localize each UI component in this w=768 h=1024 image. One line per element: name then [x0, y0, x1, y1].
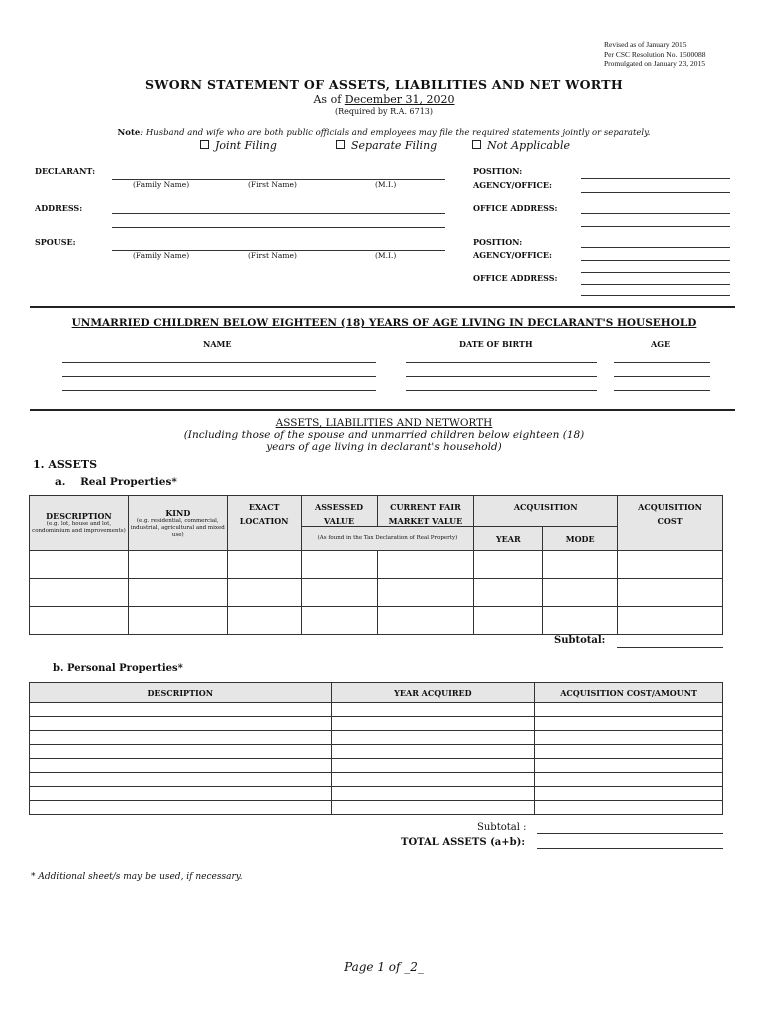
table-row [30, 759, 723, 773]
child-dob-field[interactable] [406, 362, 597, 363]
table-row [30, 773, 723, 787]
position-field[interactable] [581, 178, 730, 179]
joint-filing-option[interactable]: Joint Filing [200, 139, 277, 152]
real-properties-label: a. Real Properties* [55, 476, 177, 488]
as-of-date: December 31, 2020 [344, 93, 455, 106]
child-name-field[interactable] [62, 390, 376, 391]
year-header: YEAR [474, 527, 543, 551]
spouse-agency-label: AGENCY/OFFICE: [473, 250, 552, 260]
note-text: : Husband and wife who are both public officials and employees may file the required statements jointly or separately. [140, 128, 651, 138]
spouse-office-address-field-2[interactable] [581, 284, 730, 285]
table-row [30, 607, 723, 635]
alnw-heading: ASSETS, LIABILITIES AND NETWORTH [275, 417, 493, 429]
age-column-label: AGE [651, 339, 671, 349]
form-title: SWORN STATEMENT OF ASSETS, LIABILITIES AND NET WORTH [145, 77, 623, 92]
family-name-caption: (Family Name) [133, 180, 190, 189]
child-age-field[interactable] [614, 376, 710, 377]
family-name-caption: (Family Name) [133, 251, 190, 260]
agency-label: AGENCY/OFFICE: [473, 180, 552, 190]
spouse-office-address-field-3[interactable] [581, 295, 730, 296]
child-age-field[interactable] [614, 390, 710, 391]
section-divider [30, 409, 735, 411]
spouse-office-address-field[interactable] [581, 272, 730, 273]
position-label: POSITION: [473, 166, 523, 176]
first-name-caption: (First Name) [248, 251, 297, 260]
year-acquired-header: YEAR ACQUIRED [331, 683, 535, 703]
child-name-field[interactable] [62, 376, 376, 377]
first-name-caption: (First Name) [248, 180, 297, 189]
separate-filing-option[interactable]: Separate Filing [336, 139, 437, 152]
dob-column-label: DATE OF BIRTH [459, 339, 533, 349]
not-applicable-option[interactable]: Not Applicable [472, 139, 570, 152]
name-column-label: NAME [203, 339, 232, 349]
assessed-value-header: ASSESSED VALUE [301, 496, 377, 527]
note [0, 128, 768, 138]
office-address-label: OFFICE ADDRESS: [473, 203, 558, 213]
checkbox-icon[interactable] [336, 140, 345, 149]
revision-line: Revised as of January 2015 [604, 40, 687, 49]
checkbox-icon[interactable] [200, 140, 209, 149]
revision-note [604, 40, 705, 69]
note-label: Note [117, 128, 141, 138]
kind-header: KIND (e.g. residential, commercial, industrial, agricultural and mixed use) [128, 496, 227, 551]
acquisition-cost-header: ACQUISITION COST [618, 496, 723, 551]
alnw-subheading: years of age living in declarant's household) [266, 441, 502, 453]
real-properties-table [29, 495, 723, 635]
personal-subtotal-field[interactable] [537, 833, 723, 834]
children-heading: UNMARRIED CHILDREN BELOW EIGHTEEN (18) YEARS OF AGE LIVING IN DECLARANT'S HOUSEHOLD [71, 317, 697, 329]
required-by: (Required by R.A. 6713) [334, 107, 434, 116]
as-of-label: As of [313, 93, 342, 106]
acquisition-cost-header: ACQUISITION COST/AMOUNT [535, 683, 723, 703]
real-subtotal-field[interactable] [617, 647, 723, 648]
mi-caption: (M.I.) [375, 180, 397, 189]
acquisition-header: ACQUISITION [474, 496, 618, 527]
total-assets-label: TOTAL ASSETS (a+b): [401, 837, 526, 848]
total-assets-field[interactable] [537, 848, 723, 849]
location-header: EXACT LOCATION [227, 496, 301, 551]
tax-declaration-note: (As found in the Tax Declaration of Real Property) [301, 527, 474, 551]
description-header: DESCRIPTION [30, 683, 332, 703]
assets-label: 1. ASSETS [33, 458, 98, 471]
checkbox-icon[interactable] [472, 140, 481, 149]
child-dob-field[interactable] [406, 376, 597, 377]
address-label: ADDRESS: [35, 203, 83, 213]
child-name-field[interactable] [62, 362, 376, 363]
spouse-office-address-label: OFFICE ADDRESS: [473, 273, 558, 283]
mi-caption: (M.I.) [375, 251, 397, 260]
spouse-label: SPOUSE: [35, 237, 76, 247]
office-address-field[interactable] [581, 213, 730, 214]
table-row [30, 787, 723, 801]
table-row [30, 551, 723, 579]
agency-field[interactable] [581, 192, 730, 193]
address-field-2[interactable] [112, 227, 445, 228]
personal-properties-label: b. Personal Properties* [53, 663, 183, 674]
description-header: DESCRIPTION (e.g. lot, house and lot, condominium and improvements) [30, 496, 129, 551]
spouse-agency-field[interactable] [581, 260, 730, 261]
table-row [30, 801, 723, 815]
child-age-field[interactable] [614, 362, 710, 363]
address-field[interactable] [112, 213, 445, 214]
section-divider [30, 306, 735, 308]
footnote: * Additional sheet/s may be used, if necessary. [31, 872, 243, 882]
table-row [30, 745, 723, 759]
spouse-position-label: POSITION: [473, 237, 523, 247]
office-address-field-2[interactable] [581, 226, 730, 227]
table-row [30, 731, 723, 745]
table-row [30, 717, 723, 731]
fair-market-value-header: CURRENT FAIR MARKET VALUE [377, 496, 474, 527]
real-subtotal-label: Subtotal: [554, 635, 606, 646]
alnw-subheading: (Including those of the spouse and unmarried children below eighteen (18) [183, 429, 585, 441]
revision-line: Promulgated on January 23, 2015 [604, 59, 706, 68]
revision-line: Per CSC Resolution No. 1500088 [604, 49, 706, 59]
child-dob-field[interactable] [406, 390, 597, 391]
declarant-label: DECLARANT: [35, 166, 96, 176]
as-of-line [0, 93, 768, 106]
page-number: Page 1 of _2_ [344, 960, 424, 974]
table-row [30, 579, 723, 607]
table-row [30, 703, 723, 717]
personal-properties-table [29, 682, 723, 815]
personal-subtotal-label: Subtotal : [477, 822, 527, 833]
mode-header: MODE [543, 527, 618, 551]
spouse-position-field[interactable] [581, 247, 730, 248]
